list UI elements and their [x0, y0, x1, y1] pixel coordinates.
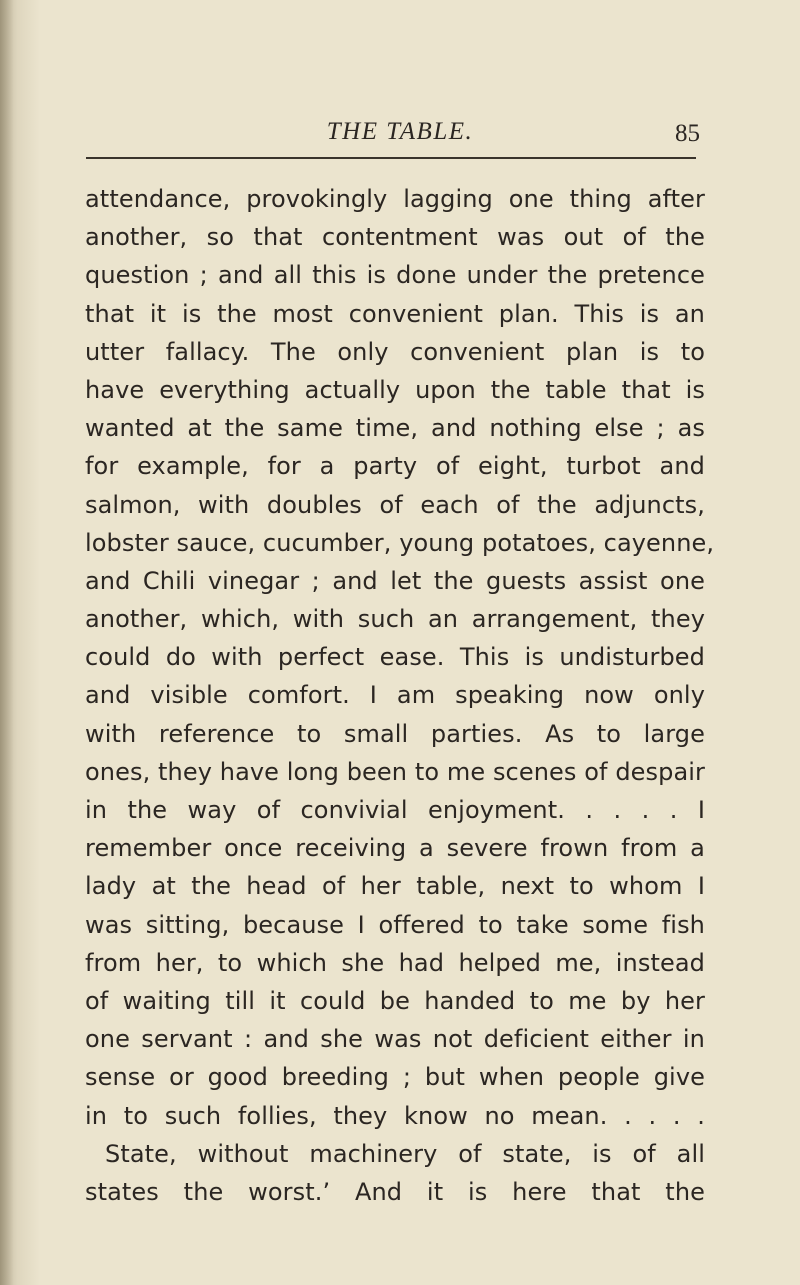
text-line: for example, for a party of eight, turbot and [85, 452, 705, 481]
text-line: ones, they have long been to me scenes of despair [85, 757, 705, 786]
text-line: utter fallacy. The only convenient plan is to [85, 337, 705, 366]
text-line: could do with perfect ease. This is undisturbed [85, 643, 705, 672]
text-line: another, so that contentment was out of the [85, 223, 705, 252]
running-title: THE TABLE. [326, 118, 474, 145]
text-line: salmon, with doubles of each of the adjuncts, [85, 490, 705, 519]
text-line: one servant : and she was not deficient either in [85, 1025, 705, 1054]
text-line: and visible comfort. I am speaking now only [85, 681, 705, 710]
text-line: attendance, provokingly lagging one thing after [85, 185, 705, 213]
text-line: State, without machinery of state, is of all [105, 1139, 705, 1168]
text-line: that it is the most convenient plan. This is an [85, 299, 705, 328]
text-line: with reference to small parties. As to large [85, 719, 705, 748]
text-line: sense or good breeding ; but when people give [85, 1063, 705, 1092]
text-line: have everything actually upon the table that is [85, 375, 705, 404]
text-line: question ; and all this is done under the pretence [85, 261, 705, 290]
body-text [85, 180, 715, 1211]
text-line: remember once receiving a severe frown from a [85, 834, 705, 863]
page-number: 85 [675, 120, 700, 147]
text-line: of waiting till it could be handed to me by her [85, 986, 705, 1015]
text-line: and Chili vinegar ; and let the guests assist one [85, 566, 705, 595]
text-line: another, which, with such an arrangement, they [85, 605, 705, 634]
text-line: from her, to which she had helped me, instead [85, 948, 705, 977]
text-line: lady at the head of her table, next to whom I [85, 872, 705, 901]
header-rule [86, 157, 696, 159]
page-header [100, 118, 700, 160]
text-line: in to such follies, they know no mean. . . . . [85, 1101, 705, 1130]
text-line: in the way of convivial enjoyment. . . . . I [85, 796, 705, 824]
text-line: was sitting, because I offered to take some fish [85, 910, 705, 939]
text-line: lobster sauce, cucumber, young potatoes, cayenne, [85, 528, 715, 557]
spine-shadow [0, 0, 14, 1285]
text-line: states the worst.’ And it is here that the [85, 1177, 705, 1206]
text-line: wanted at the same time, and nothing else ; as [85, 414, 705, 443]
